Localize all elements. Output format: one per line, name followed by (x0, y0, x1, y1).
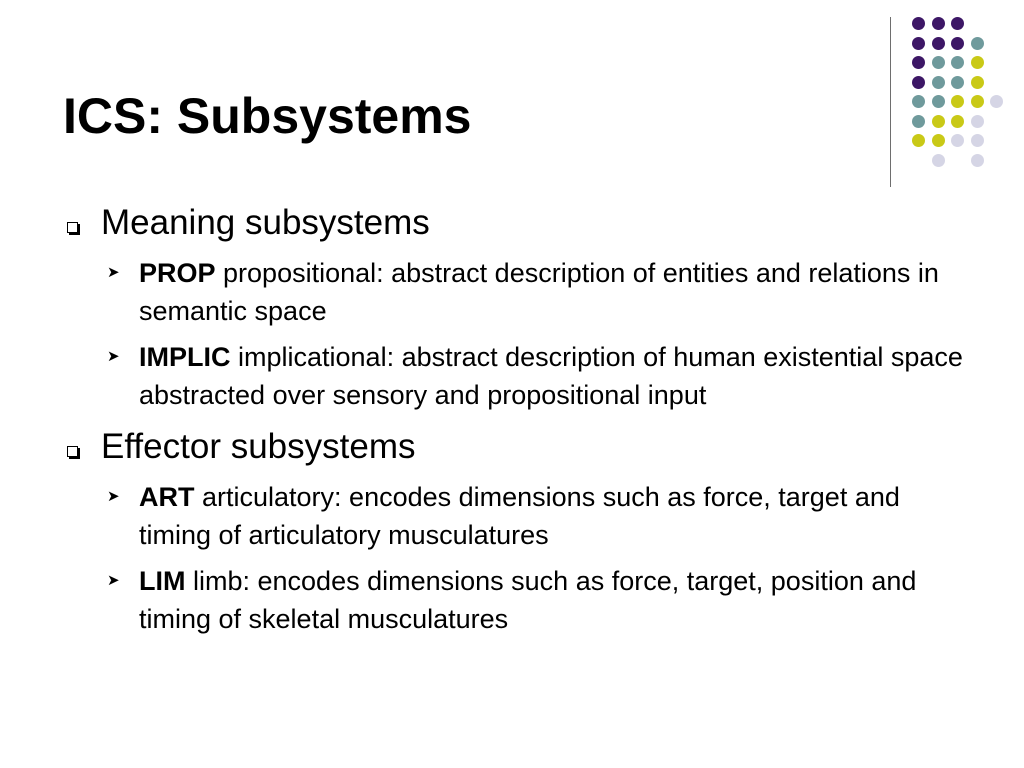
decor-dot (951, 95, 964, 108)
sub-bullet-lim (63, 562, 973, 638)
definition-implic: implicational: abstract description of human existential space abstracted over sensory and propositional input (139, 342, 963, 410)
decor-dot (951, 37, 964, 50)
sub-bullet-art (63, 478, 973, 554)
decor-dot (951, 17, 964, 30)
slide-title: ICS: Subsystems (63, 88, 472, 144)
decor-dot (932, 56, 945, 69)
bullet-meaning-subsystems (63, 202, 973, 244)
decor-dot (951, 56, 964, 69)
bullet-effector-subsystems (63, 426, 973, 468)
sub-bullet-prop (63, 254, 973, 330)
arrow-bullet-icon: ➤ (107, 572, 120, 589)
definition-lim: limb: encodes dimensions such as force, target, position and timing of skeletal musculatures (139, 566, 917, 634)
bullet-heading: Effector subsystems (101, 427, 416, 466)
decor-dot (912, 95, 925, 108)
decor-dot (971, 154, 984, 167)
square-bullet-icon (67, 446, 78, 457)
decor-dot (971, 76, 984, 89)
decor-dot (932, 17, 945, 30)
term-lim: LIM (139, 566, 186, 596)
decor-dot (912, 56, 925, 69)
decor-dot (971, 95, 984, 108)
decor-dot (932, 76, 945, 89)
decor-dot (912, 37, 925, 50)
term-art: ART (139, 482, 195, 512)
decor-dot (932, 115, 945, 128)
definition-art: articulatory: encodes dimensions such as force, target and timing of articulatory musculatures (139, 482, 900, 550)
decor-dot (971, 56, 984, 69)
square-bullet-icon (67, 222, 78, 233)
decor-dot (912, 115, 925, 128)
decor-dot (932, 154, 945, 167)
decor-dot (951, 115, 964, 128)
bullet-heading: Meaning subsystems (101, 203, 430, 242)
arrow-bullet-icon: ➤ (107, 488, 120, 505)
definition-prop: propositional: abstract description of entities and relations in semantic space (139, 258, 939, 326)
arrow-bullet-icon: ➤ (107, 348, 120, 365)
decor-dot (932, 134, 945, 147)
decor-dot (971, 37, 984, 50)
decor-dot (932, 37, 945, 50)
decor-dot (912, 76, 925, 89)
term-prop: PROP (139, 258, 216, 288)
vertical-divider (890, 17, 891, 187)
sub-bullet-implic (63, 338, 973, 414)
decor-dot (951, 134, 964, 147)
decor-dot (932, 95, 945, 108)
slide-content (63, 202, 973, 646)
decor-dot (971, 115, 984, 128)
arrow-bullet-icon: ➤ (107, 264, 120, 281)
decor-dot (971, 134, 984, 147)
decor-dot (990, 95, 1003, 108)
decor-dot (951, 76, 964, 89)
decor-dot (912, 134, 925, 147)
decor-dot (912, 17, 925, 30)
term-implic: IMPLIC (139, 342, 231, 372)
